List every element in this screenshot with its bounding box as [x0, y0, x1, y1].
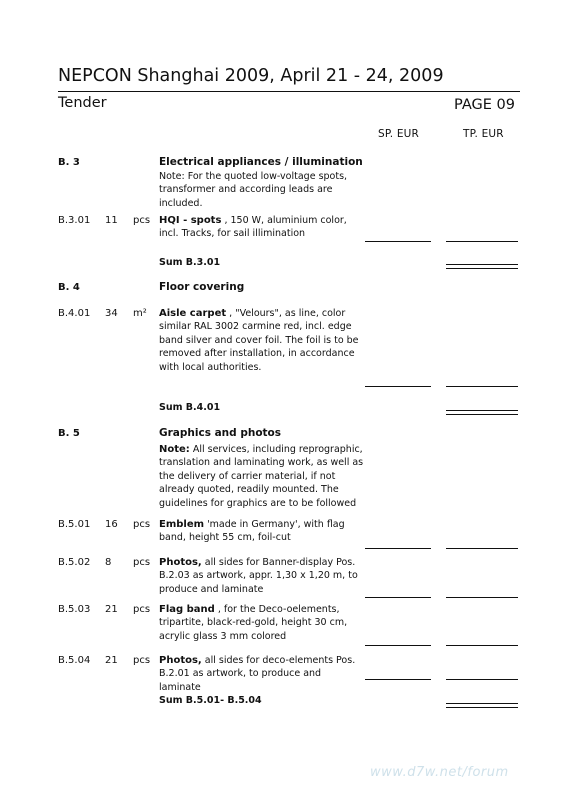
section-title-b3: Electrical appliances / illumination: [159, 156, 363, 168]
sp-line-b504: [365, 679, 431, 680]
item-code-b504: B.5.04: [58, 655, 91, 666]
sp-line-b301: [365, 241, 431, 242]
item-lead-b301: HQI - spots: [159, 215, 222, 226]
tp-line-b502: [446, 597, 518, 598]
item-desc-b301: [159, 214, 365, 241]
item-unit-b401: m²: [133, 308, 147, 319]
column-header-sp: SP. EUR: [378, 128, 420, 140]
document-subtitle: Tender: [58, 95, 107, 111]
item-desc-b504: [159, 654, 365, 694]
item-code-b503: B.5.03: [58, 604, 91, 615]
section-title-b4: Floor covering: [159, 281, 245, 293]
item-qty-b504: 21: [105, 655, 118, 666]
tp-line-b501: [446, 548, 518, 549]
page-number: PAGE 09: [454, 97, 515, 113]
item-text-b503: , for the Deco-oelements, tripartite, black-red-gold, height 30 cm, acrylic glass 3 mm colored: [159, 604, 348, 642]
item-lead-b401: Aisle carpet: [159, 308, 227, 319]
item-desc-b503: [159, 603, 365, 643]
section-title-b5: Graphics and photos: [159, 427, 282, 439]
sp-line-b503: [365, 645, 431, 646]
watermark-text: www.d7w.net/forum: [370, 765, 509, 780]
item-qty-b503: 21: [105, 604, 118, 615]
item-desc-b502: [159, 556, 365, 596]
item-lead-b503: Flag band: [159, 604, 215, 615]
sum-double-line-b401: [446, 410, 518, 415]
column-header-tp: TP. EUR: [463, 128, 504, 140]
page-title: NEPCON Shanghai 2009, April 21 - 24, 2009: [58, 66, 444, 86]
item-qty-b502: 8: [105, 557, 112, 568]
item-unit-b502: pcs: [133, 557, 151, 568]
item-text-b401: , "Velours", as line, color similar RAL 3002 carmine red, incl. edge band silver and cover foil. The foil is to be removed after installation, in accordance with local authorities.: [159, 308, 359, 373]
item-text-b501: 'made in Germany', with flag band, height 55 cm, foil-cut: [159, 519, 345, 544]
tp-line-b503: [446, 645, 518, 646]
item-qty-b301: 11: [105, 215, 118, 226]
item-unit-b504: pcs: [133, 655, 151, 666]
title-rule: [58, 91, 520, 92]
note-text-b5: All services, including reprographic, translation and laminating work, as well as the delivery of carrier material, if not already quoted, readily mounted. The guidelines for graphics are to be followed: [159, 444, 364, 509]
tp-line-b301: [446, 241, 518, 242]
item-lead-b502: Photos,: [159, 557, 202, 568]
sum-label-b501-b504: Sum B.5.01- B.5.04: [159, 695, 262, 706]
sp-line-b401: [365, 386, 431, 387]
tp-line-b504: [446, 679, 518, 680]
section-note-b3: Note: For the quoted low-voltage spots, transformer and according leads are included.: [159, 171, 348, 209]
section-note-b5: [159, 443, 365, 510]
section-code-b3: B. 3: [58, 157, 80, 168]
sum-label-b401: Sum B.4.01: [159, 402, 221, 413]
item-qty-b401: 34: [105, 308, 118, 319]
item-code-b401: B.4.01: [58, 308, 91, 319]
item-desc-b401: [159, 307, 365, 374]
item-code-b501: B.5.01: [58, 519, 91, 530]
tp-line-b401: [446, 386, 518, 387]
item-lead-b501: Emblem: [159, 519, 205, 530]
item-code-b301: B.3.01: [58, 215, 91, 226]
sum-double-line-b301: [446, 264, 518, 269]
section-code-b5: B. 5: [58, 428, 80, 439]
item-unit-b501: pcs: [133, 519, 151, 530]
sp-line-b501: [365, 548, 431, 549]
section-code-b4: B. 4: [58, 282, 80, 293]
item-text-b504: all sides for deco-elements Pos. B.2.01 as artwork, to produce and laminate: [159, 655, 356, 693]
sp-line-b502: [365, 597, 431, 598]
item-code-b502: B.5.02: [58, 557, 91, 568]
item-unit-b301: pcs: [133, 215, 151, 226]
item-qty-b501: 16: [105, 519, 118, 530]
item-lead-b504: Photos,: [159, 655, 202, 666]
item-unit-b503: pcs: [133, 604, 151, 615]
item-text-b502: all sides for Banner-display Pos. B.2.03 as artwork, appr. 1,30 x 1,20 m, to produce and laminate: [159, 557, 358, 595]
item-desc-b501: [159, 518, 365, 545]
item-text-b301: , 150 W, aluminium color, incl. Tracks, for sail illimination: [159, 215, 347, 240]
sum-double-line-b501-b504: [446, 703, 518, 708]
sum-label-b301: Sum B.3.01: [159, 257, 221, 268]
note-lead-b5: Note:: [159, 444, 190, 455]
